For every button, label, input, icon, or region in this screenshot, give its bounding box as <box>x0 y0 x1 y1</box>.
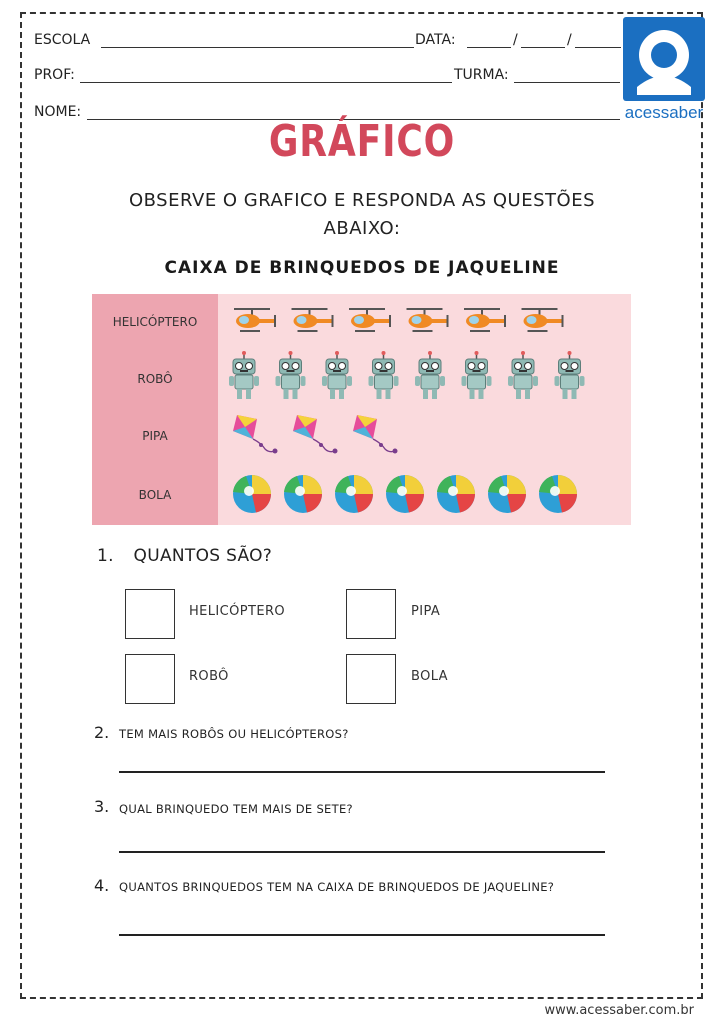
answer-box-helicoptero[interactable] <box>125 589 175 639</box>
answer-box-label: BOLA <box>411 669 448 684</box>
escola-label: ESCOLA <box>34 32 91 48</box>
question-4-text: QUANTOS BRINQUEDOS TEM NA CAIXA DE BRINQUEDOS DE JAQUELINE? <box>119 880 555 894</box>
question-2-number: 2. <box>94 723 110 742</box>
nome-label: NOME: <box>34 104 82 120</box>
escola-field[interactable] <box>101 47 414 48</box>
prof-field[interactable] <box>80 82 452 83</box>
answer-line-3[interactable] <box>119 851 605 853</box>
ball-icon <box>233 475 271 513</box>
date-day-field[interactable] <box>467 47 511 48</box>
footer-url: www.acessaber.com.br <box>544 1003 694 1018</box>
date-separator: / <box>567 32 572 48</box>
data-label: DATA: <box>415 32 456 48</box>
instruction-line-1: OBSERVE O GRAFICO E RESPONDA AS QUESTÕES <box>128 190 595 211</box>
question-3-text: QUAL BRINQUEDO TEM MAIS DE SETE? <box>119 802 353 816</box>
question-2-text: TEM MAIS ROBÔS OU HELICÓPTEROS? <box>119 727 349 741</box>
ball-icon <box>386 475 424 513</box>
chart-category-label: HELICÓPTERO <box>112 315 198 329</box>
date-separator: / <box>513 32 518 48</box>
chart-category-label: PIPA <box>142 429 168 443</box>
answer-line-4[interactable] <box>119 934 605 936</box>
date-month-field[interactable] <box>521 47 565 48</box>
question-1-text: QUANTOS SÃO? <box>133 546 273 566</box>
instruction-line-2: ABAIXO: <box>323 218 401 239</box>
logo-text: acessaber <box>624 103 704 122</box>
answer-box-label: ROBÔ <box>189 669 229 684</box>
page-title: GRÁFICO <box>268 116 456 167</box>
answer-line-2[interactable] <box>119 771 605 773</box>
ball-icon <box>539 475 577 513</box>
answer-box-pipa[interactable] <box>346 589 396 639</box>
question-4-number: 4. <box>94 876 110 895</box>
answer-box-label: PIPA <box>411 604 441 619</box>
acessaber-logo <box>623 17 705 122</box>
ball-icon <box>488 475 526 513</box>
chart-title: CAIXA DE BRINQUEDOS DE JAQUELINE <box>164 258 560 278</box>
question-3-number: 3. <box>94 797 110 816</box>
answer-box-robo[interactable] <box>125 654 175 704</box>
answer-box-bola[interactable] <box>346 654 396 704</box>
chart-category-label: ROBÔ <box>137 372 173 386</box>
instructions <box>0 187 724 243</box>
turma-label: TURMA: <box>454 67 509 83</box>
prof-label: PROF: <box>34 67 75 83</box>
ball-icon <box>437 475 475 513</box>
pictograph-chart <box>92 294 631 525</box>
question-1 <box>97 546 272 566</box>
answer-box-label: HELICÓPTERO <box>189 604 286 619</box>
date-year-field[interactable] <box>575 47 621 48</box>
ball-icon <box>335 475 373 513</box>
ball-icon <box>284 475 322 513</box>
chart-category-label: BOLA <box>138 488 172 502</box>
turma-field[interactable] <box>514 82 620 83</box>
question-1-number: 1. <box>97 546 114 566</box>
